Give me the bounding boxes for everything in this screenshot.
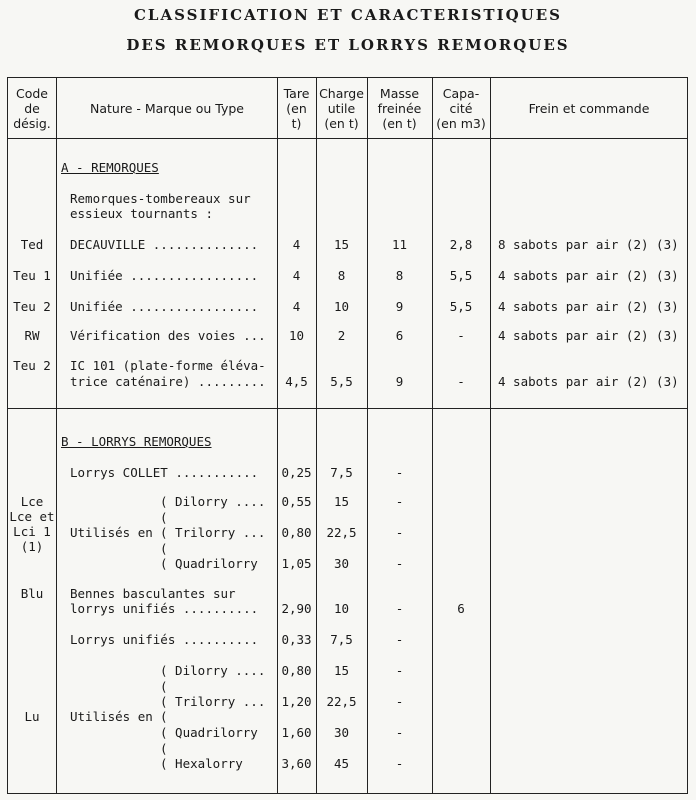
row-lce-dilorry-tare: 0,55 [281,494,312,509]
row-ic101-masse: 9 [395,374,404,389]
row-teu1-code: Teu 1 [13,268,51,283]
row-blu-tare: 2,90 [281,601,312,616]
row-lu-dilorry-charge: 15 [333,663,350,678]
row-teu1-charge: 8 [337,268,346,283]
col-divider-4 [367,77,368,794]
row-rw-frein: 4 sabots par air (2) (3) [498,328,679,343]
row-lu-quadrilorry: ( Quadrilorry [160,725,258,740]
row-lu-hexalorry-tare: 3,60 [281,756,312,771]
col-divider-6 [490,77,491,794]
header-nature: Nature - Marque ou Type [90,100,244,116]
row-lce-label: Utilisés en [70,525,153,540]
section-a-intro-2: essieux tournants : [70,206,213,221]
row-rw-charge: 2 [337,328,346,343]
row-lce-paren-2: ( [160,541,168,556]
row-ted-code: Ted [20,237,44,252]
row-blu-charge: 10 [333,601,350,616]
row-ic101-capacite: - [457,374,465,389]
section-divider [7,408,688,409]
row-ic101-nature-1: IC 101 (plate-forme éléva- [70,358,266,373]
section-a-title-text: A - REMORQUES [61,160,159,175]
row-lu-quadrilorry-charge: 30 [333,725,350,740]
row-lu-trilorry-charge: 22,5 [326,694,357,709]
row-lu-quadrilorry-tare: 1,60 [281,725,312,740]
row-teu1-masse: 8 [395,268,404,283]
row-rw-nature: Vérification des voies ... [70,328,266,343]
row-rw-tare: 10 [288,328,305,343]
row-lu-dilorry-tare: 0,80 [281,663,312,678]
row-collet-masse: - [395,465,404,480]
row-lce-code-4: (1) [20,539,44,554]
document-title-line-2: DES REMORQUES ET LORRYS REMORQUES [126,36,570,54]
row-unifies-charge: 7,5 [330,632,353,647]
row-teu2-frein: 4 sabots par air (2) (3) [498,299,679,314]
row-lu-label: Utilisés en [70,709,153,724]
row-ic101-nature-2: trice caténaire) ......... [70,374,266,389]
row-lce-trilorry-masse: - [395,525,404,540]
row-ted-nature: DECAUVILLE .............. [70,237,259,252]
row-lu-paren-2: ( [160,709,168,724]
header-charge: Charge utile (en t) [319,85,364,131]
row-lce-trilorry: ( Trilorry ... [160,525,266,540]
row-teu1-frein: 4 sabots par air (2) (3) [498,268,679,283]
row-lu-hexalorry: ( Hexalorry [160,756,243,771]
col-divider-1 [56,77,57,794]
row-ic101-code: Teu 2 [13,358,51,373]
row-lce-dilorry: ( Dilorry .... [160,494,266,509]
row-ic101-charge: 5,5 [330,374,353,389]
row-teu1-tare: 4 [292,268,301,283]
row-ted-capacite: 2,8 [449,237,473,252]
row-lu-hexalorry-masse: - [395,756,404,771]
header-code: Code de désig. [13,85,51,131]
document-title-line-1: CLASSIFICATION ET CARACTERISTIQUES [133,6,562,24]
row-rw-masse: 6 [395,328,404,343]
row-ted-charge: 15 [333,237,350,252]
header-tare: Tare (en t) [283,85,310,131]
row-lu-dilorry-masse: - [395,663,404,678]
header-divider [7,138,688,139]
row-collet-tare: 0,25 [281,465,312,480]
section-a-title [61,160,159,175]
section-a-intro-1: Remorques-tombereaux sur [70,191,251,206]
row-teu2-capacite: 5,5 [449,299,473,314]
col-divider-2 [277,77,278,794]
row-ic101-tare: 4,5 [285,374,308,389]
row-teu2-code: Teu 2 [13,299,51,314]
row-lce-quadrilorry-charge: 30 [333,556,350,571]
row-lce-code-2: Lce et [9,509,55,524]
row-blu-capacite: 6 [457,601,465,616]
row-ted-tare: 4 [292,237,301,252]
section-b-title-text: B - LORRYS REMORQUES [61,434,212,449]
row-ic101-frein: 4 sabots par air (2) (3) [498,374,679,389]
row-rw-capacite: - [457,328,465,343]
col-divider-5 [432,77,433,794]
row-lce-dilorry-charge: 15 [333,494,350,509]
row-blu-nature-2: lorrys unifiés .......... [70,601,259,616]
row-blu-nature-1: Bennes basculantes sur [70,586,236,601]
row-blu-masse: - [395,601,404,616]
header-frein: Frein et commande [528,100,650,116]
row-lu-paren-1: ( [160,679,168,694]
row-lce-quadrilorry-masse: - [395,556,404,571]
row-lce-code-3: Lci 1 [13,524,51,539]
row-collet-charge: 7,5 [330,465,353,480]
row-lu-quadrilorry-masse: - [395,725,404,740]
row-lu-hexalorry-charge: 45 [333,756,350,771]
row-rw-code: RW [24,328,40,343]
row-lu-paren-3: ( [160,741,168,756]
row-lce-quadrilorry: ( Quadrilorry [160,556,258,571]
row-lu-trilorry: ( Trilorry ... [160,694,266,709]
row-lu-trilorry-tare: 1,20 [281,694,312,709]
row-teu2-tare: 4 [292,299,301,314]
section-b-title [61,434,212,449]
row-lu-code: Lu [24,709,40,724]
row-unifies-tare: 0,33 [281,632,312,647]
row-collet-nature: Lorrys COLLET ........... [70,465,259,480]
row-lce-paren-1: ( [160,510,168,525]
row-lce-trilorry-charge: 22,5 [326,525,357,540]
row-ted-frein: 8 sabots par air (2) (3) [498,237,679,252]
header-capacite: Capa- cité (en m3) [436,85,486,131]
row-lce-code-1: Lce [20,494,44,509]
row-blu-code: Blu [20,586,44,601]
col-divider-3 [316,77,317,794]
row-teu2-masse: 9 [395,299,404,314]
row-teu2-nature: Unifiée ................. [70,299,259,314]
row-lce-quadrilorry-tare: 1,05 [281,556,312,571]
row-lu-dilorry: ( Dilorry .... [160,663,266,678]
header-masse: Masse freinée (en t) [377,85,422,131]
row-ted-masse: 11 [391,237,408,252]
row-lce-trilorry-tare: 0,80 [281,525,312,540]
row-lu-trilorry-masse: - [395,694,404,709]
row-unifies-masse: - [395,632,404,647]
row-teu1-capacite: 5,5 [449,268,473,283]
row-lce-dilorry-masse: - [395,494,404,509]
row-unifies-nature: Lorrys unifiés .......... [70,632,259,647]
row-teu1-nature: Unifiée ................. [70,268,259,283]
row-teu2-charge: 10 [333,299,350,314]
